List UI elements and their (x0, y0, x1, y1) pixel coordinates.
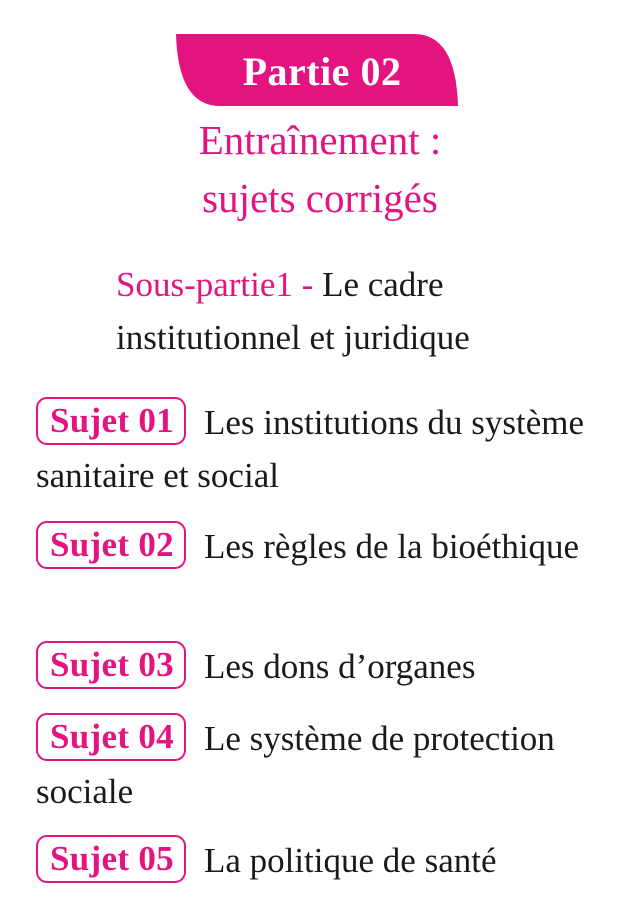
sujet-item-03 (36, 640, 606, 693)
part-subtitle-line1: Entraînement : (198, 117, 442, 163)
sujet-title: Le système de protection sociale (36, 719, 555, 811)
sujet-tag: Sujet 04 (36, 713, 186, 761)
sujet-title: Les dons d’organes (203, 647, 476, 686)
sujet-item-04 (36, 712, 606, 818)
part-banner (176, 34, 458, 106)
sujet-tag: Sujet 05 (36, 835, 186, 883)
sujet-tag: Sujet 01 (36, 397, 186, 445)
sous-partie-prefix: Sous-partie1 - (116, 265, 323, 304)
sujet-tag: Sujet 03 (36, 641, 186, 689)
sujet-tag: Sujet 02 (36, 521, 186, 569)
part-subtitle-line2: sujets corrigés (202, 175, 438, 221)
part-label: Partie 02 (242, 49, 402, 94)
sous-partie-title: Le cadre institutionnel et juridique (116, 265, 470, 357)
sujet-title: La politique de santé (203, 841, 497, 880)
sujet-title: Les règles de la bioéthique (203, 527, 580, 566)
sujet-item-05 (36, 834, 606, 887)
sous-partie-heading (116, 258, 556, 364)
sujet-item-01 (36, 396, 606, 502)
sujet-title: Les institutions du système sanitaire et social (36, 403, 585, 495)
sujet-item-02 (36, 520, 606, 573)
